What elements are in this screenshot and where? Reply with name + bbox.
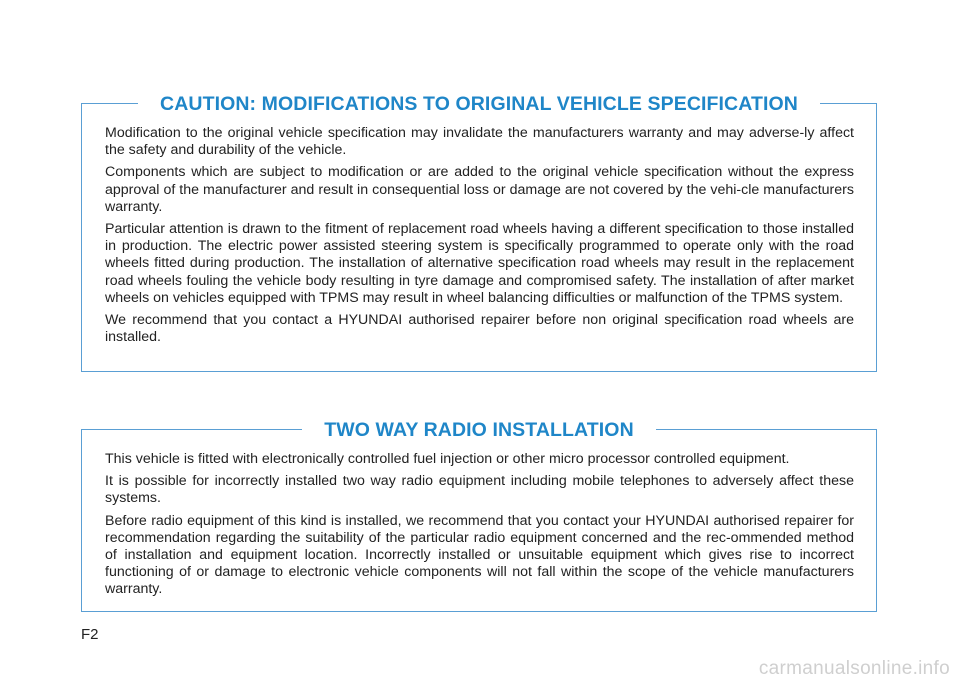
radio-box (81, 419, 877, 612)
caution-paragraph: Modification to the original vehicle specification may invalidate the manufacturers warranty and may adverse-ly affect the safety and durability of the vehicle. (105, 125, 854, 159)
radio-paragraph: This vehicle is fitted with electronically controlled fuel injection or other micro processor controlled equipment. (105, 451, 790, 467)
radio-paragraph: Before radio equipment of this kind is installed, we recommend that you contact your HYUNDAI authorised repairer for recommendation regarding the suitability of the particular radio equipment concerned and the rec-ommended method of installation and equipment location. Incorrectly installed or unsuitable equipment which gives rise to incorrect functioning of or damage to electronic vehicle components will not fall within the scope of the vehicle manufacturers warranty. (105, 512, 854, 598)
watermark: carmanualsonline.info (758, 658, 950, 679)
radio-heading: TWO WAY RADIO INSTALLATION (302, 418, 656, 442)
caution-paragraph: Components which are subject to modification or are added to the original vehicle specification without the express approval of the manufacturer and result in consequential loss or damage are not covered by the vehi-cle manufacturers warranty. (105, 164, 854, 215)
caution-body (105, 125, 854, 351)
caution-box (81, 93, 877, 372)
radio-body (105, 451, 854, 604)
radio-paragraph: It is possible for incorrectly installed two way radio equipment including mobile telephones to adversely affect these systems. (105, 473, 854, 507)
caution-paragraph: We recommend that you contact a HYUNDAI authorised repairer before non original specification road wheels are installed. (105, 312, 854, 346)
page-number: F2 (81, 626, 99, 643)
caution-heading: CAUTION: MODIFICATIONS TO ORIGINAL VEHICLE SPECIFICATION (138, 92, 820, 116)
caution-paragraph: Particular attention is drawn to the fitment of replacement road wheels having a different specification to those installed in production. The electric power assisted steering system is specifically programmed to operate only with the road wheels fitted during production. The installation of alternative specification road wheels may result in the replacement road wheels fouling the vehicle body resulting in tyre damage and compromised safety. The installation of after market wheels on vehicles equipped with TPMS may result in wheel balancing difficulties or malfunction of the TPMS system. (105, 221, 854, 306)
